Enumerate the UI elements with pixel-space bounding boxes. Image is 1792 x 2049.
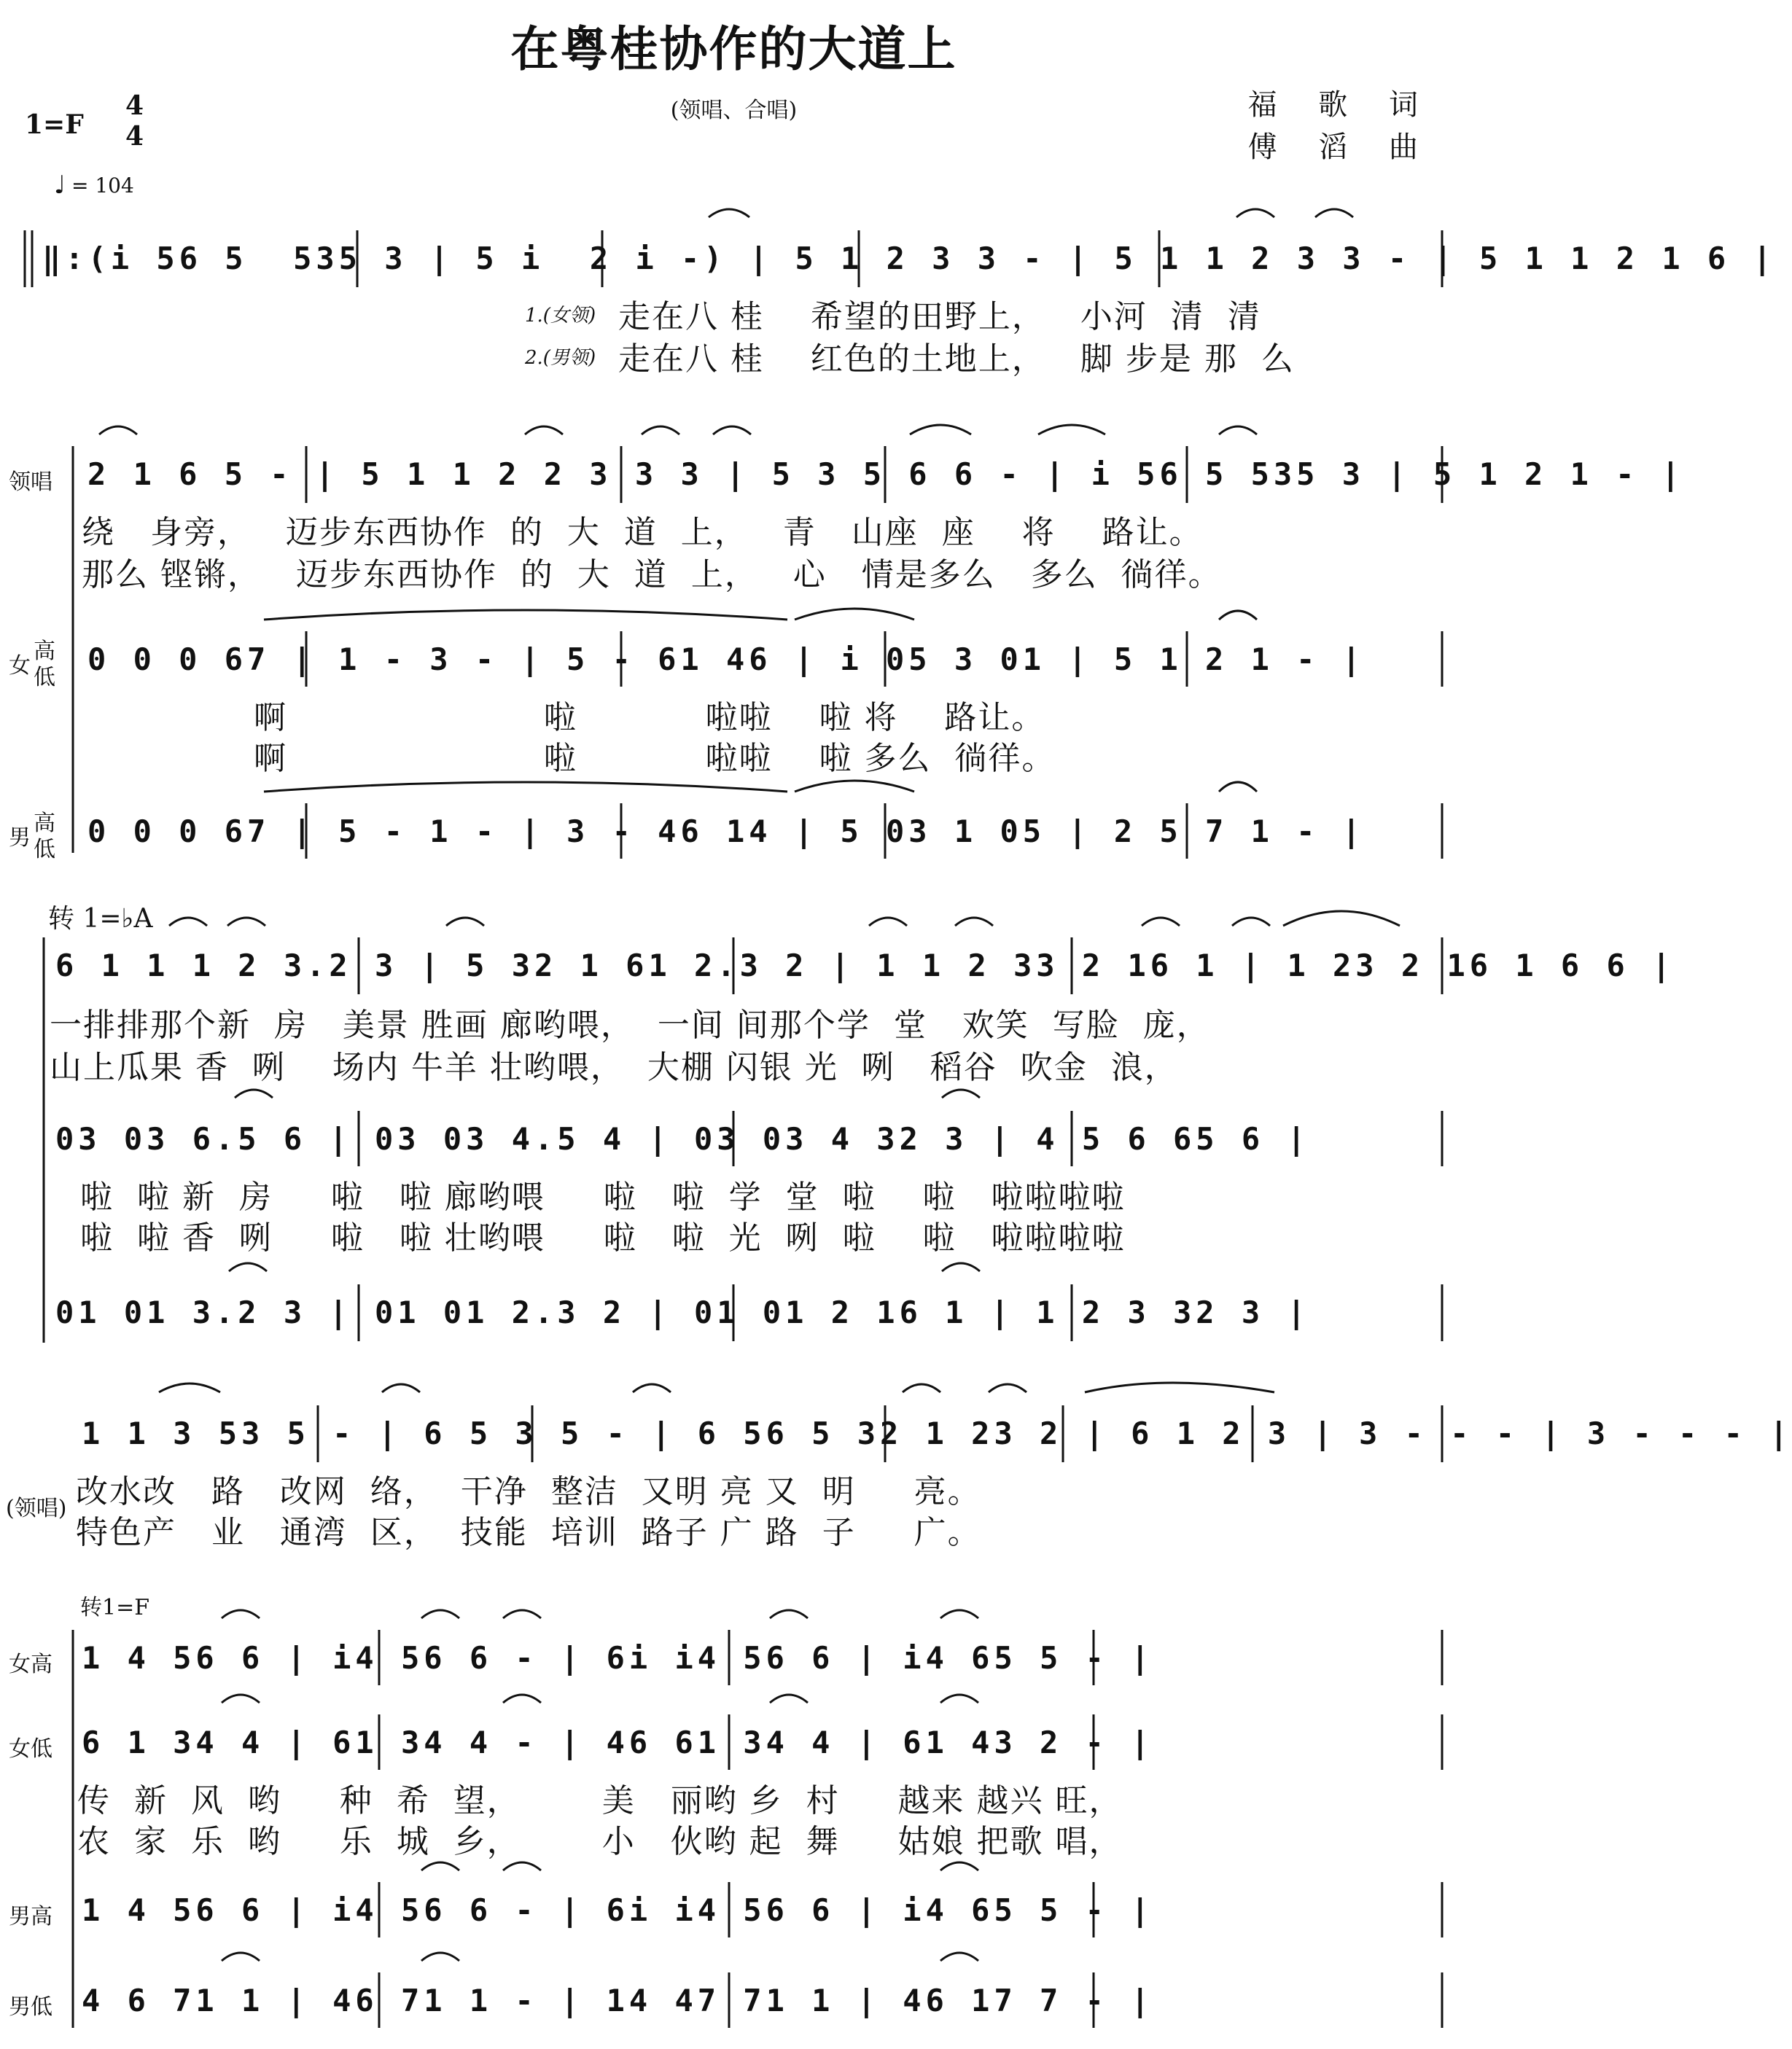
s4-lyrics-1: 改水改 路 改网 络， 干净 整洁 又明 亮 又 明 亮。 — [76, 1473, 981, 1510]
s3-lead-notes: 6 1 1 1 2 3.2 3 | 5 32 1 61 2.3 2 | 1 1 2 33 2 16 1 | 1 23 2 16 1 6 6 | — [55, 948, 1675, 983]
intro-notes: ‖:(i 56 5 535 3 | 5 i 2 i -) | 5 1 2 3 3 - | 5 1 1 2 3 3 - | 5 1 1 2 1 6 | — [42, 241, 1776, 276]
lead-notes: 2 1 6 5 - | 5 1 1 2 2 3 3 3 | 5 3 5 6 6 - | i 56 5 535 3 | 5 1 2 1 - | — [87, 456, 1685, 492]
lead-label: 领唱 — [9, 469, 52, 495]
male-label: 男 — [9, 825, 31, 851]
female-lyrics-1: 啊 啦 啦啦 啦 将 路让。 — [254, 699, 1045, 736]
s3-female-notes: 03 03 6.5 6 | 03 03 4.5 4 | 03 03 4 32 3 | 4 5 6 65 6 | — [55, 1121, 1310, 1157]
nv-gao-notes: 1 4 56 6 | i4 56 6 - | 6i i4 56 6 | i4 65 5 - | — [82, 1640, 1154, 1676]
female-lo-label: 低 — [34, 665, 55, 690]
verse2-tag: 2.(男领) — [525, 347, 596, 369]
key-signature: 1=F — [25, 109, 84, 140]
composer-credit: 傅 滔 曲 — [1247, 130, 1434, 164]
tempo-marking: = 104 — [71, 173, 134, 198]
s4-lyrics-2: 特色产 业 通湾 区， 技能 培训 路子 广 路 子 广。 — [76, 1514, 981, 1551]
female-label: 女 — [9, 653, 31, 679]
female-lyrics-2: 啊 啦 啦啦 啦 多么 徜徉。 — [254, 740, 1056, 777]
song-title: 在粤桂协作的大道上 — [510, 21, 957, 77]
nv-di-notes: 6 1 34 4 | 61 34 4 - | 46 61 34 4 | 61 43 2 - | — [82, 1725, 1154, 1760]
female-hi-label: 高 — [34, 639, 55, 664]
nan-gao-notes: 1 4 56 6 | i4 56 6 - | 6i i4 56 6 | i4 65 5 - | — [82, 1892, 1154, 1928]
lead-paren-label: (领唱) — [6, 1496, 67, 1521]
s3-female-lyrics-2: 啦 啦 香 咧 啦 啦 壮哟喂 啦 啦 光 咧 啦 啦 啦啦啦啦 — [80, 1219, 1126, 1257]
nv-gao-label: 女高 — [9, 1652, 52, 1677]
verse1-tag: 1.(女领) — [525, 305, 596, 327]
time-signature-top: 4 — [125, 90, 144, 121]
time-signature-bottom: 4 — [125, 121, 144, 152]
s3-female-lyrics-1: 啦 啦 新 房 啦 啦 廊哟喂 啦 啦 学 堂 啦 啦 啦啦啦啦 — [80, 1179, 1126, 1216]
nan-di-notes: 4 6 71 1 | 46 71 1 - | 14 47 71 1 | 46 17 7 - | — [82, 1983, 1154, 2018]
male-lo-label: 低 — [34, 837, 55, 862]
s5-lyrics-1: 传 新 风 哟 种 希 望， 美 丽哟 乡 村 越来 越兴 旺， — [77, 1782, 1123, 1819]
lyricist-credit: 福 歌 词 — [1247, 88, 1434, 122]
s4-lead-notes: 1 1 3 53 5 - | 6 5 3 5 - | 6 56 5 32 1 23 2 | 6 1 2 3 | 3 - - - | 3 - - - | — [82, 1416, 1792, 1451]
s3-male-notes: 01 01 3.2 3 | 01 01 2.3 2 | 01 01 2 16 1 | 1 2 3 32 3 | — [55, 1295, 1310, 1330]
performance-note: (领唱、合唱) — [670, 98, 798, 123]
s5-lyrics-2: 农 家 乐 哟 乐 城 乡， 小 伙哟 起 舞 姑娘 把歌 唱， — [77, 1823, 1123, 1860]
female-notes: 0 0 0 67 | 1 - 3 - | 5 - 61 46 | i 05 3 01 | 5 1 2 1 - | — [87, 641, 1366, 677]
nan-gao-label: 男高 — [9, 1904, 52, 1929]
male-hi-label: 高 — [34, 811, 55, 836]
nan-di-label: 男低 — [9, 1994, 52, 2020]
verse2-lyrics: 走在八 桂 红色的土地上， 脚 步是 那 么 — [618, 340, 1295, 378]
modulation-ab: 转 1=♭A — [48, 904, 153, 934]
verse1-lyrics: 走在八 桂 希望的田野上， 小河 清 清 — [618, 298, 1261, 335]
quarter-note-icon: ♩ — [54, 171, 66, 200]
male-notes: 0 0 0 67 | 5 - 1 - | 3 - 46 14 | 5 03 1 05 | 2 5 7 1 - | — [87, 813, 1366, 849]
s3-lead-lyrics-2: 山上瓜果 香 咧 场内 牛羊 壮哟喂， 大棚 闪银 光 咧 稻谷 吹金 浪， — [50, 1049, 1178, 1086]
lead-lyrics-1: 绕 身旁， 迈步东西协作 的 大 道 上， 青 山座 座 将 路让。 — [82, 514, 1203, 551]
s3-lead-lyrics-1: 一排排那个新 房 美景 胜画 廊哟喂， 一间 间那个学 堂 欢笑 写脸 庞， — [50, 1007, 1210, 1044]
lead-lyrics-2: 那么 铿锵， 迈步东西协作 的 大 道 上， 心 情是多么 多么 徜徉。 — [82, 556, 1222, 593]
nv-di-label: 女低 — [9, 1736, 52, 1762]
modulation-f: 转1=F — [80, 1595, 150, 1620]
